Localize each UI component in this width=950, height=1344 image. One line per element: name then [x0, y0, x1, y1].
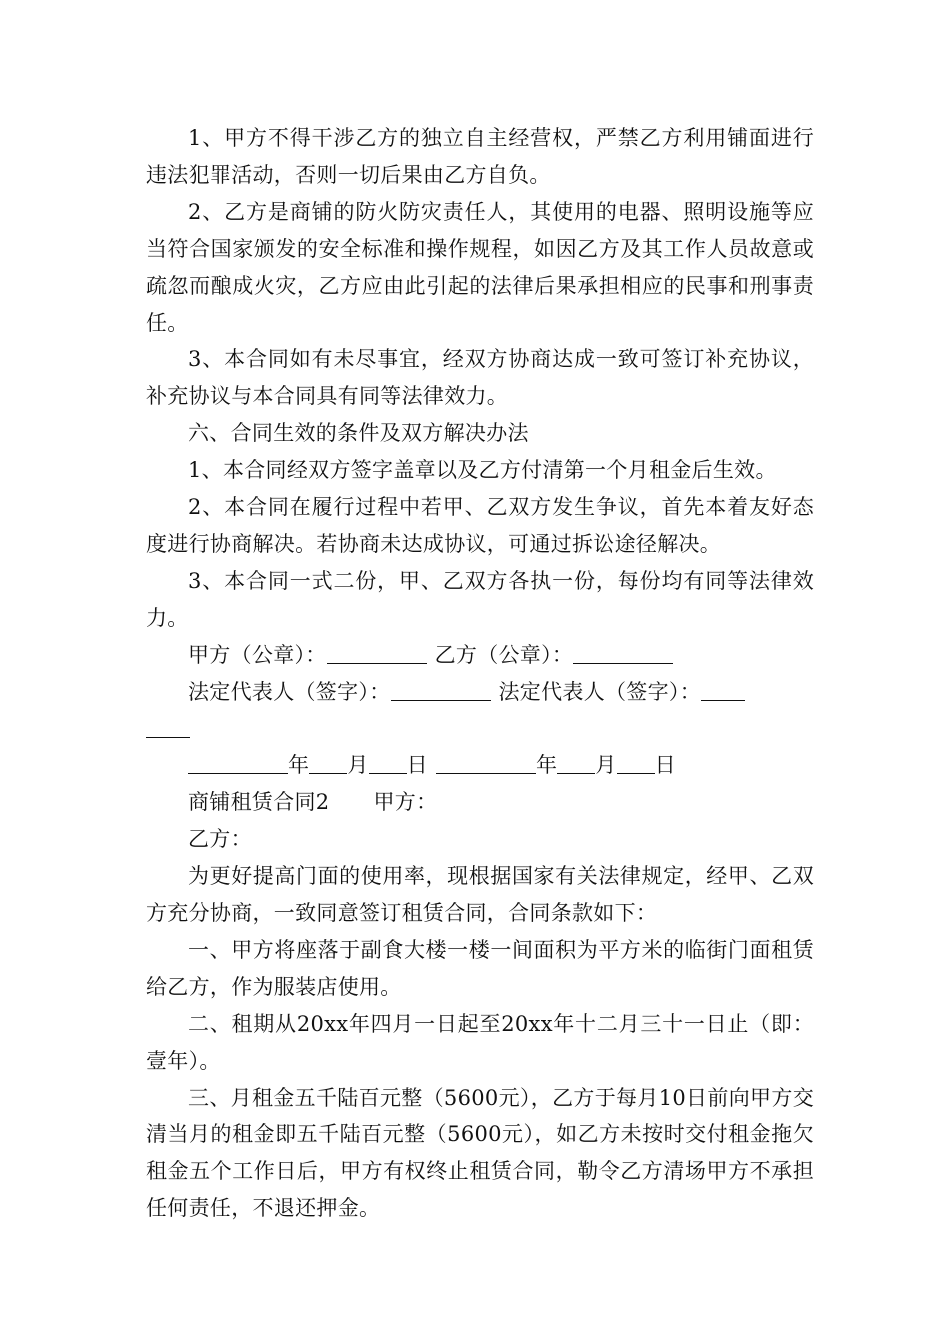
year-label: 年	[288, 753, 310, 778]
date-line	[146, 747, 814, 784]
contract2-paragraph: 三、月租金五千陆百元整（5600元），乙方于每月10日前向甲方交清当月的租金即五千陆百元整（5600元），如乙方未按时交付租金拖欠租金五个工作日后，甲方有权终止租赁合同，勒令乙方清场甲方不承担任何责任，不退还押金。	[146, 1085, 814, 1221]
clause-paragraph: 1、本合同经双方签字盖章以及乙方付清第一个月租金后生效。	[188, 458, 777, 483]
rep-b-blank-continued	[146, 717, 190, 738]
clause-paragraph: 1、甲方不得干涉乙方的独立自主经营权，严禁乙方利用铺面进行违法犯罪活动，否则一切后果由乙方自负。	[146, 126, 814, 187]
party-b-seal-label: 乙方（公章）：	[434, 642, 574, 667]
party-b-seal-blank	[573, 643, 673, 664]
clause-paragraph: 3、本合同一式二份，甲、乙双方各执一份，每份均有同等法律效力。	[146, 568, 814, 630]
seal-line	[146, 637, 814, 674]
contract2-party-b-line	[146, 821, 814, 858]
clause-paragraph: 2、乙方是商铺的防火防灾责任人，其使用的电器、照明设施等应当符合国家颁发的安全标准和操作规程，如因乙方及其工作人员故意或疏忽而酿成火灾，乙方应由此引起的法律后果承担相应的民事和刑事责任。	[146, 199, 814, 335]
section-heading: 六、合同生效的条件及双方解决办法	[188, 421, 529, 446]
contract2-party-b: 乙方：	[188, 827, 252, 852]
day-a-blank	[369, 753, 407, 774]
month-a-blank	[309, 753, 347, 774]
representative-line	[146, 674, 814, 748]
clause-paragraph: 2、本合同在履行过程中若甲、乙双方发生争议，首先本着友好态度进行协商解决。若协商未达成协议，可通过拆讼途径解决。	[146, 495, 814, 556]
contract2-title-line	[146, 784, 814, 821]
month-b-blank	[557, 753, 595, 774]
document-body	[146, 120, 814, 1227]
contract2-paragraph: 二、租期从20xx年四月一日起至20xx年十二月三十一日止（即：壹年）。	[146, 1011, 814, 1073]
party-a-seal-label: 甲方（公章）：	[188, 642, 327, 667]
rep-a-blank	[391, 680, 491, 701]
day-label: 日	[406, 753, 428, 778]
clause-paragraph: 3、本合同如有未尽事宜，经双方协商达成一致可签订补充协议，补充协议与本合同具有同等法律效力。	[146, 347, 814, 409]
contract2-party-a: 甲方：	[373, 790, 438, 815]
day-label: 日	[654, 753, 676, 778]
month-label: 月	[347, 753, 369, 778]
rep-b-label: 法定代表人（签字）：	[498, 679, 701, 704]
rep-b-blank	[701, 680, 745, 701]
contract2-paragraph: 为更好提高门面的使用率，现根据国家有关法律规定，经甲、乙双方充分协商，一致同意签订租赁合同，合同条款如下：	[146, 864, 814, 926]
day-b-blank	[617, 753, 655, 774]
year-a-blank	[188, 753, 288, 774]
party-a-seal-blank	[327, 643, 427, 664]
month-label: 月	[595, 753, 617, 778]
rep-a-label: 法定代表人（签字）：	[188, 679, 391, 704]
contract2-paragraph: 一、甲方将座落于副食大楼一楼一间面积为平方米的临街门面租赁给乙方，作为服装店使用。	[146, 937, 814, 999]
contract2-title: 商铺租赁合同2	[188, 790, 330, 815]
year-b-blank	[436, 753, 536, 774]
year-label: 年	[535, 753, 558, 778]
